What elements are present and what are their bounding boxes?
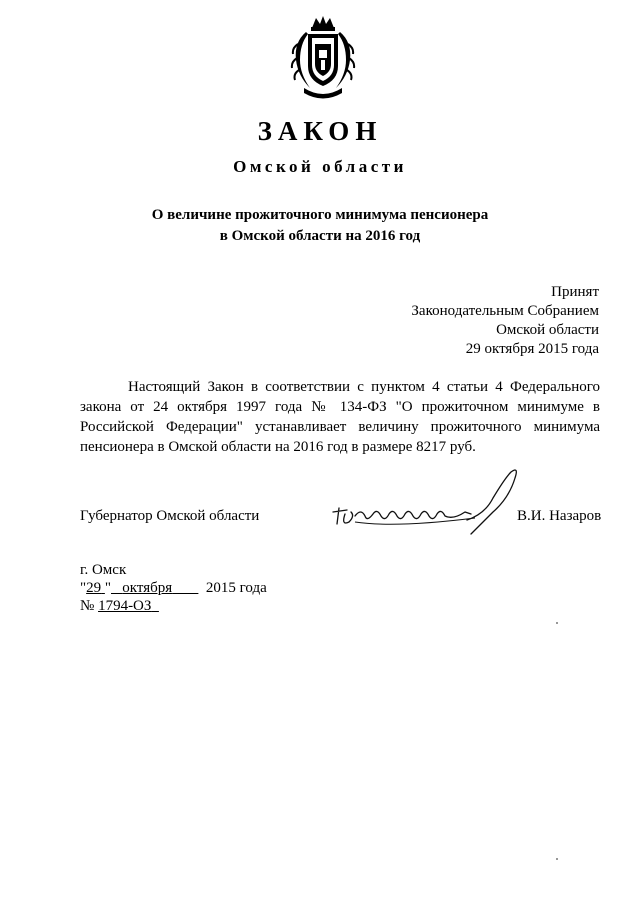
document-subtitle: Омской области	[233, 157, 407, 176]
scan-speck	[556, 622, 558, 624]
date-day	[86, 580, 105, 596]
date-month	[111, 580, 198, 596]
adopted-by: Законодательным Собранием	[411, 303, 599, 319]
signing-date	[80, 580, 267, 597]
law-number	[80, 598, 159, 615]
signatory-position: Губернатор Омской области	[80, 508, 260, 524]
signatory-name: В.И. Назаров	[517, 508, 602, 524]
date-open-quote: "	[80, 580, 87, 596]
scan-speck	[556, 858, 558, 860]
date-year: 2015 года	[205, 580, 267, 596]
law-heading-line1: О величине прожиточного минимума пенсионера	[151, 207, 489, 223]
adopted-date: 29 октября 2015 года	[465, 341, 599, 357]
adopted-by-region: Омской области	[496, 322, 599, 338]
number-underline-tail	[151, 598, 159, 614]
law-body-text: Настоящий Закон в соответствии с пунктом 4 статьи 4 Федерального закона от 24 октября 1997 года № 134-ФЗ "О прожиточном минимуме в Российской Федерации" устанавливает величину прожиточного минимума пенсионера в Омской области на 2016 год в размере 8217 руб.	[80, 379, 600, 455]
number-sign: №	[80, 598, 95, 614]
place-of-signing: г. Омск	[80, 562, 127, 578]
number-value: 1794-ОЗ	[98, 598, 152, 614]
handwritten-signature	[325, 468, 525, 538]
date-day-value: 29	[86, 580, 102, 596]
date-month-value: октября	[122, 580, 173, 596]
law-heading-line2: в Омской области на 2016 год	[219, 228, 421, 244]
date-close-quote: "	[104, 580, 111, 596]
adopted-label: Принят	[551, 284, 599, 300]
document-title: ЗАКОН	[257, 116, 383, 146]
coat-of-arms-icon	[290, 14, 356, 100]
